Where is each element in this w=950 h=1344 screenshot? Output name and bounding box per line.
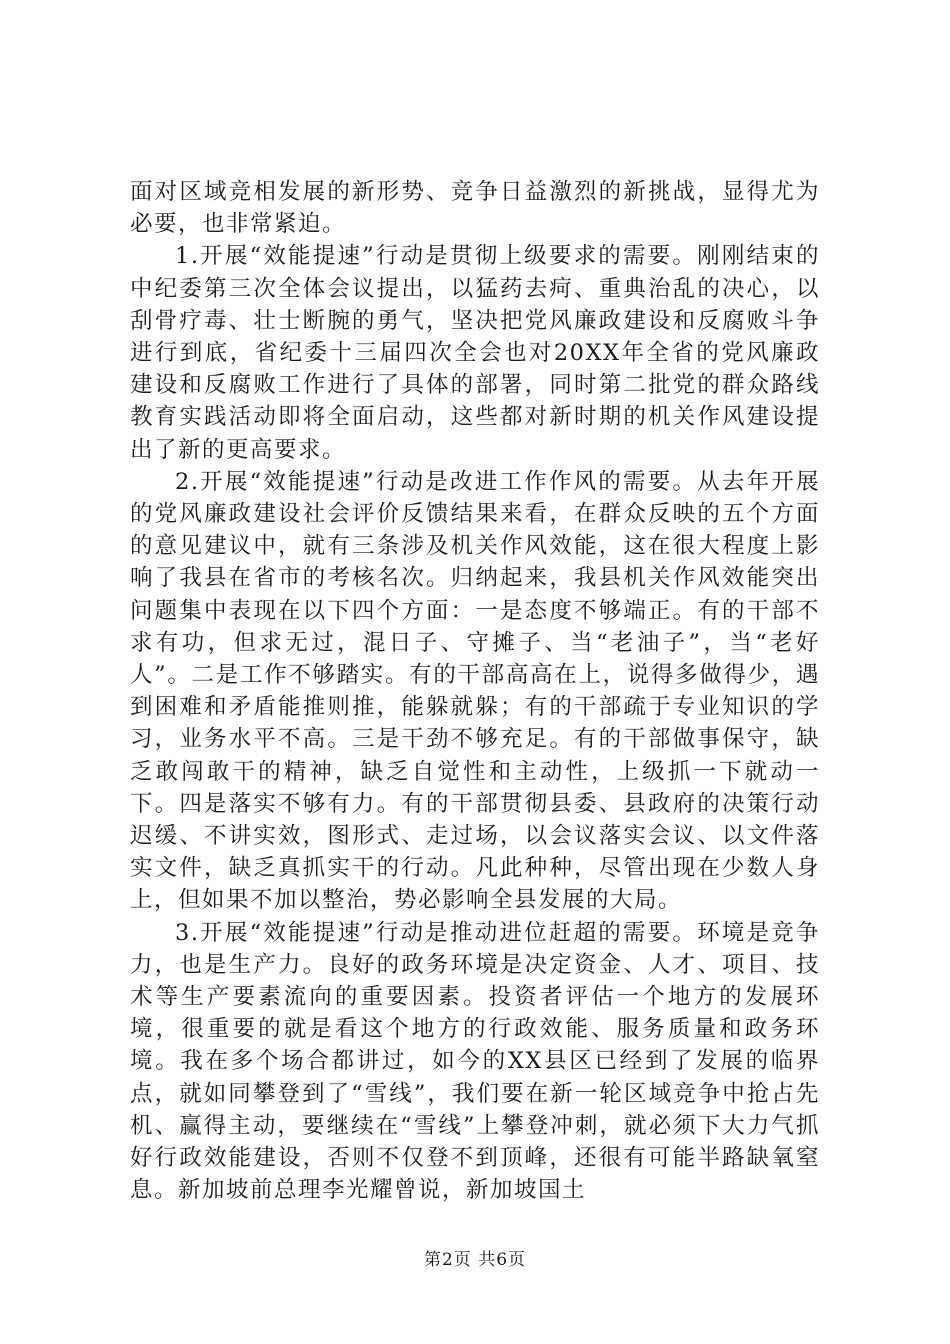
paragraph-intro: 面对区域竞相发展的新形势、竞争日益激烈的新挑战，显得尤为必要，也非常紧迫。 [130,179,820,238]
paragraph-point-3: 3.开展“效能提速”行动是推动进位赶超的需要。环境是竞争力，也是生产力。良好的政务环境是决定资金、人才、项目、技术等生产要素流向的重要因素。投资者评估一个地方的发展环境，很重要的就是看这个地方的行政效能、服务质量和政务环境。我在多个场合都讲过，如今的XX县区已经到了发展的临界点，就如同攀登到了“雪线”，我们要在新一轮区域竞争中抢占先机、赢得主动，要继续在“雪线”上攀登冲刺，就必须下大力气抓好行政效能建设，否则不仅登不到顶峰，还很有可能半路缺氧窒息。新加坡前总理李光耀曾说，新加坡国土 [130,919,820,1204]
page-number-label: 第2页 共6页 [423,1250,527,1270]
paragraph-point-1: 1.开展“效能提速”行动是贯彻上级要求的需要。刚刚结束的中纪委第三次全体会议提出，以猛药去疴、重典治乱的决心，以刮骨疗毒、壮士断腕的勇气，坚决把党风廉政建设和反腐败斗争进行到底，省纪委十三届四次全会也对20XX年全省的党风廉政建设和反腐败工作进行了具体的部署，同时第二批党的群众路线教育实践活动即将全面启动，这些都对新时期的机关作风建设提出了新的更高要求。 [130,243,820,463]
document-body [130,176,820,1207]
page-footer [0,1245,950,1270]
paragraph-point-2: 2.开展“效能提速”行动是改进工作作风的需要。从去年开展的党风廉政建设社会评价反馈结果来看，在群众反映的五个方面的意见建议中，就有三条涉及机关作风效能，这在很大程度上影响了我县在省市的考核名次。归纳起来，我县机关作风效能突出问题集中表现在以下四个方面：一是态度不够端正。有的干部不求有功，但求无过，混日子、守摊子、当“老油子”，当“老好人”。二是工作不够踏实。有的干部高高在上，说得多做得少，遇到困难和矛盾能推则推，能躲就躲；有的干部疏于专业知识的学习，业务水平不高。三是干劲不够充足。有的干部做事保守，缺乏敢闯敢干的精神，缺乏自觉性和主动性，上级抓一下就动一下。四是落实不够有力。有的干部贯彻县委、县政府的决策行动迟缓、不讲实效，图形式、走过场，以会议落实会议、以文件落实文件，缺乏真抓实干的行动。凡此种种，尽管出现在少数人身上，但如果不加以整治，势必影响全县发展的大局。 [130,468,820,914]
